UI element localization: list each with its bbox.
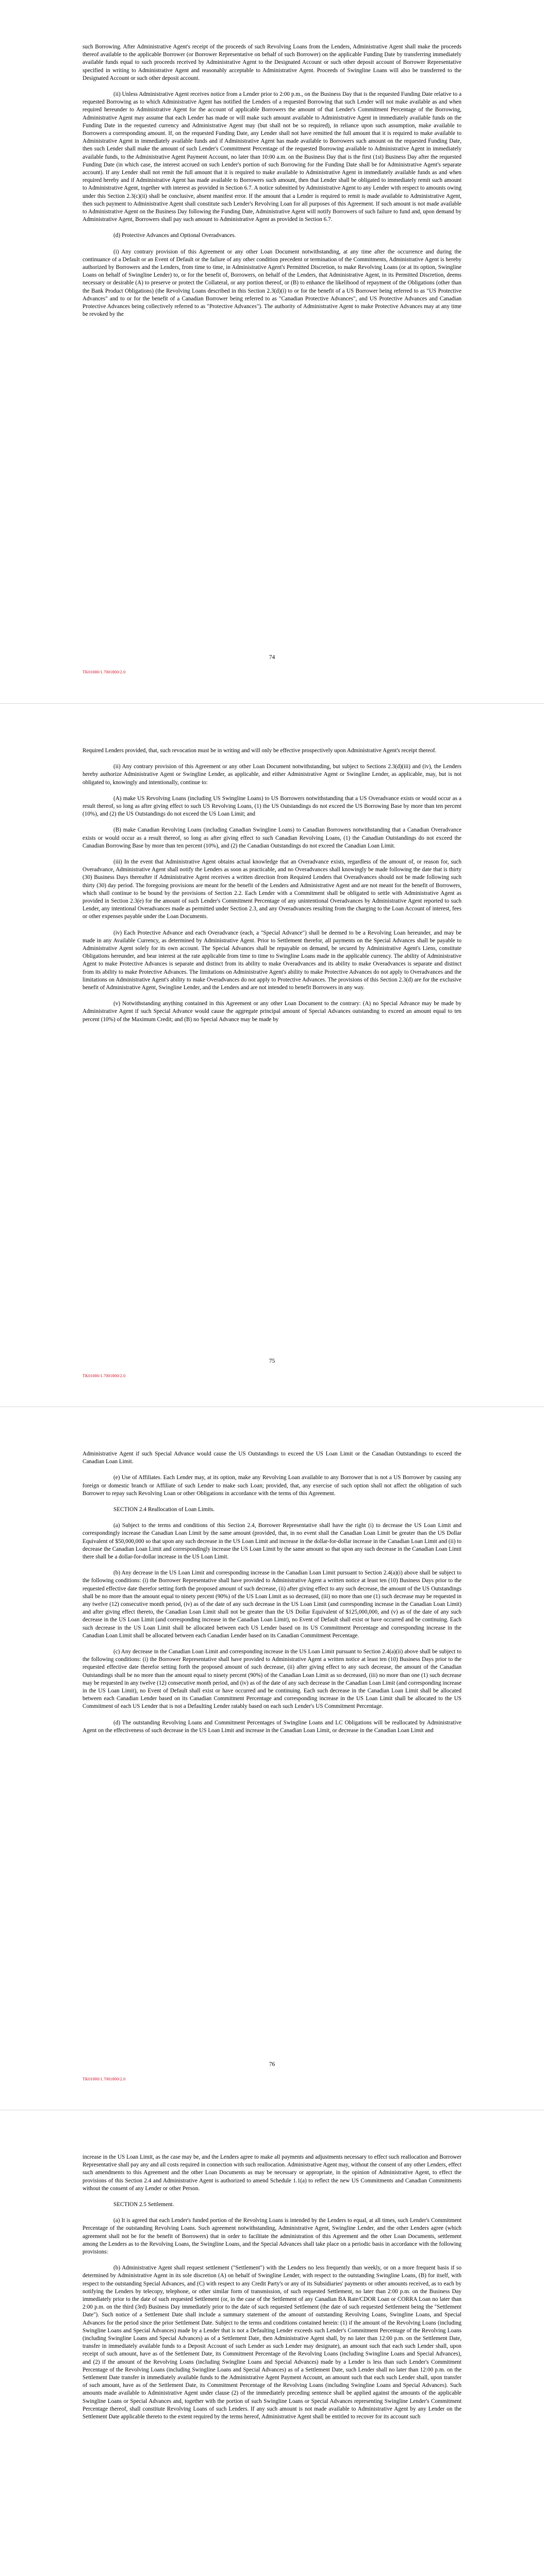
paragraph: (iv) Each Protective Advance and each Overadvance (each, a "Special Advance") shall be deemed to be a Revolving Loan hereunder, and may be made in any Available Currency, as determined by Administrative Agent. Prior to Settlement therefor, all payments on the Special Advances shall be payable to Administrative Agent solely for its own account. The Special Advances shall be repayable on demand, be secured by Administrative Agent's Liens, constitute Obligations hereunder, and bear interest at the rate applicable from time to time to Swingline Loans made in the applicable currency. The ability of Administrative Agent to make Protective Advances is separate and distinct from its ability to make Overadvances and its ability to make Overadvances is separate and distinct from its ability to make Protective Advances. The limitations on Administrative Agent's ability to make Protective Advances do not apply to Overadvances and the limitations on Administrative Agent's ability to make Overadvances do not apply to Protective Advances. The provisions of this Section 2.3(d) are for the exclusive benefit of Administrative Agent, Swingline Lender, and the Lenders and are not intended to benefit Borrowers in any way. [83,929,461,991]
document-footer-id: TK01000/1.7001800/2.0 [83,1374,126,1378]
section-heading: SECTION 2.5 Settlement. [113,2201,174,2208]
paragraph: (ii) Any contrary provision of this Agreement or any other Loan Document notwithstanding, but subject to Sections 2.3(d)(iii) and (iv), the Lenders hereby authorize Administrative Agent or Swingline Lender, as applicable, and either Administrative Agent or Swingline Lender, as applicable, may, but is not obligated to, knowingly and intentionally, continue to: [83,764,461,786]
paragraph: (a) It is agreed that each Lender's funded portion of the Revolving Loans is intended by the Lenders to equal, at all times, such Lender's Commitment Percentage of the outstanding Revolving Loans. Such agreement notwithstanding, Administrative Agent, Swingline Lender, and the other Lenders agree (which agreement shall not be for the benefit of Borrowers) that in order to facilitate the administration of this Agreement and the other Loan Documents, settlement among the Lenders as to the Revolving Loans, the Swingline Loans, and the Special Advances shall take place on a periodic basis in accordance with the following provisions: [83,2217,461,2256]
paragraph: (iii) In the event that Administrative Agent obtains actual knowledge that an Overadvance exists, regardless of the amount of, or reason for, such Overadvance, Administrative Agent shall notify the Lenders as soon as practicable, and no Overadvances shall knowingly be made following the date that is thirty (30) Business Days thereafter if Administrative Agent receives a written direction from Required Lenders that Overadvances should not be made following such thirty (30) day period. The foregoing provisions are meant for the benefit of the Lenders and Administrative Agent and are not meant for the benefit of Borrowers, which shall continue to be bound by the provisions of Section 2.2. Each Lender with a Commitment shall be obligated to settle with Administrative Agent as provided in Section 2.3(e) for the amount of such Lender's Commitment Percentage of any unintentional Overadvances by Administrative Agent reported to such Lender, any intentional Overadvances made as permitted under Section 2.3, and any Overadvances resulting from the charging to the Loan Account of interest, fees or other expenses payable under the Loan Documents. [83,859,461,920]
paragraph: (b) Administrative Agent shall request settlement ("Settlement") with the Lenders no less frequently than weekly, or on a more frequent basis if so determined by Administrative Agent in its sole discretion (A) on behalf of Swingline Lender, with respect to the outstanding Swingline Loans, (B) for itself, with respect to the outstanding Special Advances, and (C) with respect to any Credit Party's or any of its Subsidiaries' payments or other amounts received, as to each by notifying the Lenders by telecopy, telephone, or other similar form of transmission, of such requested Settlement, no later than 2:00 p.m. on the Business Day immediately prior to the date of such requested Settlement (or, in the case of the Settlement of any Canadian BA Rate/CDOR Loan or CORRA Loan no later than 2:00 p.m. on the third (3rd) Business Day immediately prior to the date of such requested Settlement (the date of such requested Settlement being the "Settlement Date"). Such notice of a Settlement Date shall include a summary statement of the amount of outstanding Revolving Loans, Swingline Loans, and Special Advances for the period since the prior Settlement Date. Subject to the terms and conditions contained herein: (1) if the amount of the Revolving Loans (including Swingline Loans and Special Advances) made by a Lender that is not a Defaulting Lender exceeds such Lender's Commitment Percentage of the Revolving Loans (including Swingline Loans and Special Advances) as of a Settlement Date, then Administrative Agent shall, by no later than 12:00 p.m. on the Settlement Date, transfer in immediately available funds to a Deposit Account of such Lender as such Lender may designate), an amount such that each such Lender shall, upon receipt of such amount, have as of the Settlement Date, its Commitment Percentage of the Revolving Loans (including Swingline Loans and Special Advances), and (2) if the amount of the Revolving Loans (including Swingline Loans and Special Advances) made by a Lender is less than such Lender's Commitment Percentage of the Revolving Loans (including Swingline Loans and Special Advances) as of a Settlement Date, such Lender shall no later than 12:00 p.m. on the Settlement Date transfer in immediately available funds to the Administrative Agent Payment Account, an amount such that each such Lender shall, upon transfer of such amount, have as of the Settlement Date, its Commitment Percentage of the Revolving Loans (including Swingline Loans and Special Advances). Such amounts made available to Administrative Agent under clause (2) of the immediately preceding sentence shall be applied against the amounts of the applicable Swingline Loans or Special Advances and, together with the portion of such Swingline Loans or Special Advances representing Swingline Lender's Commitment Percentage thereof, shall constitute Revolving Loans of such Lenders. If any such amount is not made available to Administrative Agent by any Lender on the Settlement Date applicable thereto to the extent required by the terms hereof, Administrative Agent shall be entitled to recover for its account such [83,2265,461,2420]
page-content [83,747,461,1032]
paragraph: such Borrowing. After Administrative Agent's receipt of the proceeds of such Revolving Loans from the Lenders, Administrative Agent shall make the proceeds thereof available to the applicable Borrower (or Borrower Representative on behalf of such Borrower) on the applicable Funding Date by transferring immediately available funds equal to such proceeds received by Administrative Agent to the Designated Account or such other deposit account of Borrower Representative specified in writing to Administrative Agent and reasonably acceptable to Administrative Agent. Proceeds of Swingline Loans will also be transferred to the Designated Account or such other deposit account. [83,44,461,81]
paragraph: (i) Any contrary provision of this Agreement or any other Loan Document notwithstanding, at any time after the occurrence and during the continuance of a Default or an Event of Default or the failure of any other condition precedent or termination of the Commitments, Administrative Agent is hereby authorized by Borrowers and the Lenders, from time to time, in Administrative Agent's Permitted Discretion, to make Revolving Loans (or at its option, Swingline Loans on behalf of Swingline Lender) to, or for the benefit of, Borrowers, on behalf of the Lenders, that Administrative Agent, in its Permitted Discretion, deems necessary or desirable (A) to preserve or protect the Collateral, or any portion thereof, or (B) to enhance the likelihood of repayment of the Obligations (other than the Bank Product Obligations) (the Revolving Loans described in this Section 2.3(d)(i) to or for the benefit of a US Borrower being referred to as "US Protective Advances" and to or for the benefit of a Canadian Borrower being referred to as "Canadian Protective Advances", and US Protective Advances and Canadian Protective Advances being collectively referred to as "Protective Advances"). The authority of Administrative Agent to make Protective Advances may at any time be revoked by the [83,248,461,318]
page-content [83,43,461,327]
paragraph: (e) Use of Affiliates. Each Lender may, at its option, make any Revolving Loan available to any Borrower that is not a US Borrower by causing any foreign or domestic branch or Affiliate of such Lender to make such Loan; provided, that, any exercise of such option shall not affect the obligation of such Borrower to repay such Revolving Loan or other Obligations in accordance with the terms of this Agreement. [83,1475,461,1497]
paragraph: (B) make Canadian Revolving Loans (including Canadian Swingline Loans) to Canadian Borrowers notwithstanding that a Canadian Overadvance exists or would occur as a result thereof, so long as after giving effect to such Canadian Revolving Loans, (1) the Canadian Outstandings do not exceed the Canadian Borrowing Base by more than ten percent (10%), and (2) the Canadian Outstandings do not exceed the Canadian Loan Limit. [83,827,461,849]
paragraph: (b) Any decrease in the US Loan Limit and corresponding increase in the Canadian Loan Limit pursuant to Section 2.4(a)(i) above shall be subject to the following conditions: (i) the Borrower Representative shall have provided to Administrative Agent a written notice at least ten (10) Business Days prior to the requested effective date therefor setting forth the proposed amount of such decrease, (ii) after giving effect to any such decrease, the amount of the US Outstandings shall be no more than the amount equal to ninety percent (90%) of the US Loan Limit as so decreased, (iii) no more than one (1) such decrease may be requested in any twelve (12) consecutive month period, (iv) as of the date of any such decrease in the US Loan Limit (and corresponding increase in the Canadian Loan Limit) and after giving effect thereto, the Canadian Loan Limit shall not be greater than the US Dollar Equivalent of $125,000,000, and (v) as of the date of any such decrease in the US Loan Limit (and corresponding increase in the Canadian Loan Limit), no Event of Default shall exist or have occurred and be continuing. Each such decrease in the US Loan Limit shall be allocated between each US Lender based on its US Commitment Percentage and corresponding increase in the Canadian Loan Limit shall be allocated between each Canadian Lender based on its Canadian Commitment Percentage. [83,1570,461,1639]
paragraph: (c) Any decrease in the Canadian Loan Limit and corresponding increase in the US Loan Limit pursuant to Section 2.4(a)(ii) above shall be subject to the following conditions: (i) the Borrower Representative shall have provided to Administrative Agent a written notice at least ten (10) Business Days prior to the requested effective date therefor setting forth the proposed amount of such decrease, (ii) after giving effect to any such decrease, the amount of the Canadian Outstandings shall be no more than the amount equal to ninety percent (90%) of the Canadian Loan Limit as so decreased, (iii) no more than one (1) such decrease may be requested in any twelve (12) consecutive month period, and (iv) as of the date of any such decrease in the Canadian Loan Limit (and corresponding increase in the US Loan Limit), no Event of Default shall exist or have occurred and be continuing. Each such decrease in the Canadian Loan Limit shall be allocated between each Canadian Lender based on its Canadian Commitment Percentage and corresponding increase in the US Loan Limit shall be allocated to the US Commitment of each US Lender that is not a Defaulting Lender ratably based on each such Lender's US Commitment Percentage. [83,1649,462,1710]
subheading: (d) Protective Advances and Optional Overadvances. [113,232,236,239]
document-footer-id: TK01000/1.7001800/2.0 [83,670,126,674]
paragraph: (a) Subject to the terms and conditions of this Section 2.4, Borrower Representative shall have the right (i) to decrease the US Loan Limit and correspondingly increase the Canadian Loan Limit by the same amount (provided, that, in no event shall the Canadian Loan Limit be greater than the US Dollar Equivalent of $50,000,000 so that upon any such decrease in the US Loan Limit and increase in the dollar-for-dollar increase in the Canadian Loan Limit and (ii) to decrease the Canadian Loan Limit and correspondingly increase the US Loan Limit by the same amount so that upon any such decrease in the Canadian Loan Limit there shall be a dollar-for-dollar increase in the US Loan Limit. [83,1522,461,1561]
page-number: 74 [269,654,275,660]
page-74 [0,0,544,703]
page-content [83,2154,461,2429]
section-heading: SECTION 2.4 Reallocation of Loan Limits. [113,1506,215,1513]
page-77 [0,2110,544,2576]
page-76 [0,1406,544,2110]
paragraph: Required Lenders provided, that, such revocation must be in writing and will only be effective prospectively upon Administrative Agent's receipt thereof. [83,748,437,754]
paragraph: Administrative Agent if such Special Advance would cause the US Outstandings to exceed the US Loan Limit or the Canadian Outstandings to exceed the Canadian Loan Limit. [83,1451,461,1465]
paragraph: (d) The outstanding Revolving Loans and Commitment Percentages of Swingline Loans and LC Obligations will be reallocated by Administrative Agent on the effectiveness of such decrease in the US Loan Limit and increase in the Canadian Loan Limit, or decrease in the Canadian Loan Limit and [83,1719,461,1734]
page-number: 75 [269,1358,275,1364]
page-75 [0,703,544,1407]
page-content [83,1450,461,1743]
paragraph: (ii) Unless Administrative Agent receives notice from a Lender prior to 2:00 p.m., on the Business Day that is the requested Funding Date relative to a requested Borrowing as to which Administrative Agent has notified the Lenders of a requested Borrowing that such Lender will not make available as and when required hereunder to Administrative Agent for the account of applicable Borrowers the amount of that Lender's Commitment Percentage of the Borrowing, Administrative Agent may assume that each Lender has made or will make such amount available to Administrative Agent in immediately available funds on the Funding Date in the requested currency and Administrative Agent may (but shall not be so required), in reliance upon such assumption, make available to Borrowers a corresponding amount. If, on the requested Funding Date, any Lender shall not have remitted the full amount that it is required to make available to Administrative Agent in immediately available funds and if Administrative Agent has made available to Borrowers such amount on the requested Funding Date, then such Lender shall make the amount of such Lender's Commitment Percentage of the requested Borrowing available to Administrative Agent in immediately available funds, to the Administrative Agent Payment Account, no later than 10:00 a.m. on the Business Day that is the first (1st) Business Day after the requested Funding Date (in which case, the interest accrued on such Lender's portion of such Borrowing for the Funding Date shall be for Administrative Agent's separate account). If any Lender shall not remit the full amount that it is required to make available to Administrative Agent in immediately available funds as and when required hereby and if Administrative Agent has made available to Borrowers such amount, then that Lender shall be obligated to immediately remit such amount to Administrative Agent, together with interest as provided in Section 6.7. A notice submitted by Administrative Agent to any Lender with respect to amounts owing under this Section 2.3(c)(ii) shall be conclusive, absent manifest error. If the amount that a Lender is required to remit is made available to Administrative Agent, then such payment to Administrative Agent shall constitute such Lender's Revolving Loan for all purposes of this Agreement. If such amount is not made available to Administrative Agent on the Business Day following the Funding Date, Administrative Agent will notify Borrowers of such failure to fund and, upon demand by Administrative Agent, Borrowers shall pay such amount to Administrative Agent as provided in Section 6.7. [83,91,461,223]
document-footer-id: TK01000/1.7001800/2.0 [83,2077,126,2081]
paragraph: increase in the US Loan Limit, as the case may be, and the Lenders agree to make all payments and adjustments necessary to effect such reallocation and Borrower Representative shall pay any and all costs required in connection with such reallocation. Administrative Agent may, without the consent of any other Lenders, effect such amendments to this Agreement and the other Loan Documents as may be necessary or appropriate, in the opinion of Administrative Agent, to effect the provisions of this Section 2.4 and Administrative Agent is authorized to amend Schedule 1.1(a) to reflect the new US Commitments and Canadian Commitments without the consent of any Lender or other Person. [83,2154,461,2192]
paragraph: (v) Notwithstanding anything contained in this Agreement or any other Loan Document to the contrary: (A) no Special Advance may be made by Administrative Agent if such Special Advance would cause the aggregate principal amount of Special Advances outstanding to exceed an amount equal to ten percent (10%) of the Maximum Credit; and (B) no Special Advance may be made by [83,1001,461,1023]
paragraph: (A) make US Revolving Loans (including US Swingline Loans) to US Borrowers notwithstanding that a US Overadvance exists or would occur as a result thereof, so long as after giving effect to such US Revolving Loans, (1) the US Outstandings do not exceed the US Borrowing Base by more than ten percent (10%), and (2) the US Outstandings do not exceed the US Loan Limit; and [83,795,461,818]
page-number: 76 [269,2061,275,2067]
